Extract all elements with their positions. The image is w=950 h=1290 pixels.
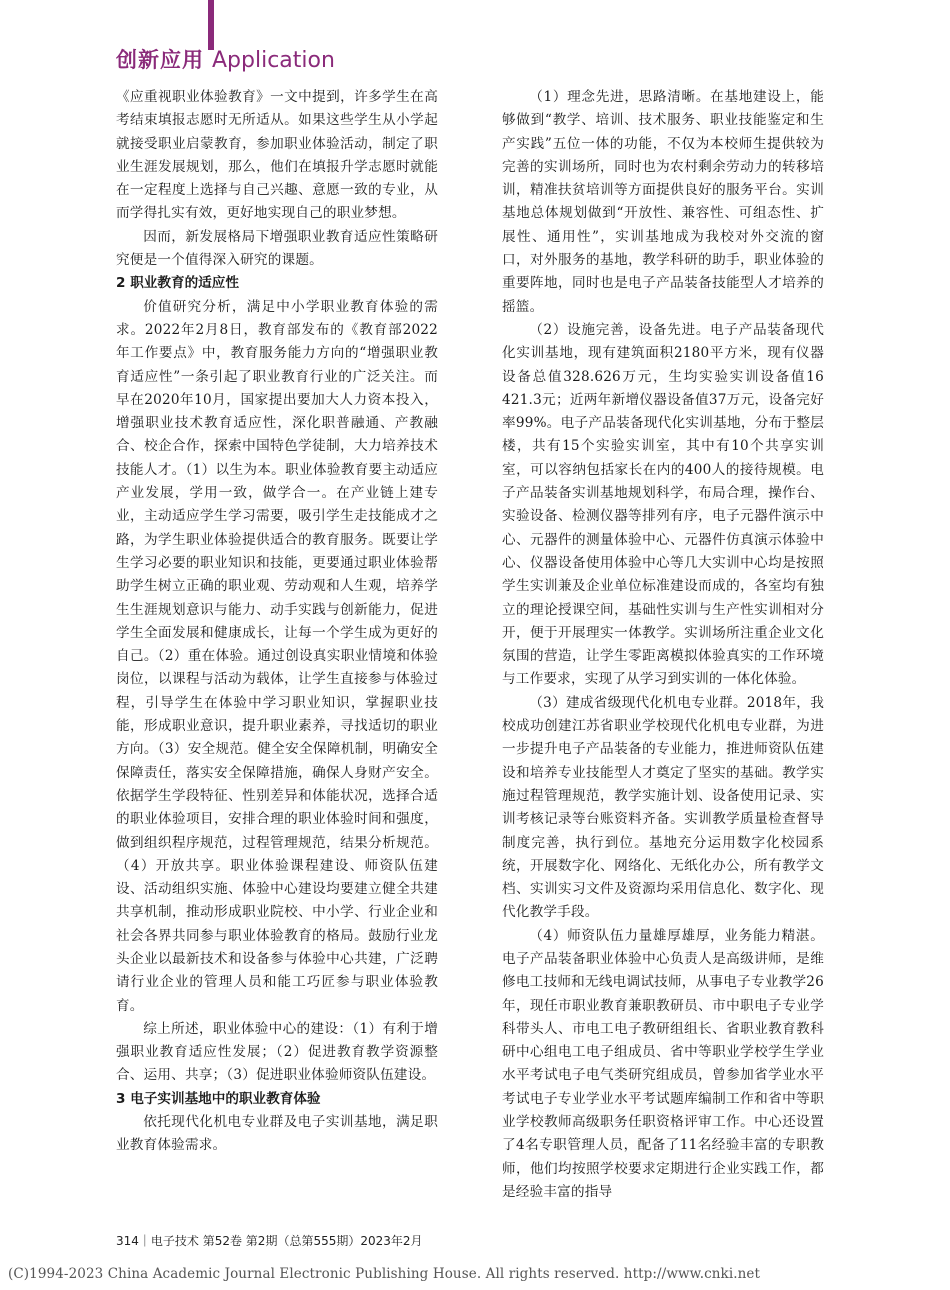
body-paragraph: 因而，新发展格局下增强职业教育适应性策略研究便是一个值得深入研究的课题。 xyxy=(116,228,438,269)
right-text-column xyxy=(502,86,824,1204)
section-heading: 2 职业教育的适应性 xyxy=(116,275,239,292)
section-title-en: Application xyxy=(212,48,335,73)
body-paragraph: （2）设施完善，设备先进。电子产品装备现代化实训基地，现有建筑面积2180平方米，现有仪器设备总值328.626万元，生均实验实训设备值16 421.3元；近两年新增仪器设备值37万元，设备完好率99%。电子产品装备现代化实训基地，分布于整层楼，共有15个实验实训室，其中有10个共享实训室，可以容纳包括家长在内的400人的接待规模。电子产品装备实训基地规划科学，布局合理，操作台、实验设备、检测仪器等排列有序，电子元器件演示中心、元器件的测量体验中心、元器件仿真演示体验中心、仪器设备使用体验中心等几大实训中心均是按照学生实训兼及企业单位标准建设而成的，各室均有独立的理论授课空间，基础性实训与生产性实训相对分开，便于开展理实一体教学。实训场所注重企业文化氛围的营造，让学生零距离模拟体验真实的工作环境与工作要求，实现了从学习到实训的一体化体验。 xyxy=(502,321,824,688)
body-paragraph: 《应重视职业体验教育》一文中提到，许多学生在高考结束填报志愿时无所适从。如果这些学生从小学起就接受职业启蒙教育，参加职业体验活动，制定了职业生涯发展规划，那么，他们在填报升学志愿时就能在一定程度上选择与自己兴趣、意愿一致的专业，从而学得扎实有效，更好地实现自己的职业梦想。 xyxy=(116,89,438,222)
body-paragraph: （3）建成省级现代化机电专业群。2018年，我校成功创建江苏省职业学校现代化机电专业群，为进一步提升电子产品装备的专业能力，推进师资队伍建设和培养专业技能型人才奠定了坚实的基础。教学实施过程管理规范，教学实施计划、设备使用记录、实训考核记录等台账资料齐备。实训教学质量检查督导制度完善，执行到位。基地充分运用数字化校园系统，开展数字化、网络化、无纸化办公，所有教学文档、实训实习文件及资源均采用信息化、数字化、现代化教学手段。 xyxy=(502,694,824,921)
body-paragraph: 价值研究分析，满足中小学职业教育体验的需求。2022年2月8日，教育部发布的《教育部2022年工作要点》中，教育服务能力方向的“增强职业教育适应性”一条引起了职业教育行业的广泛关注。而早在2020年10月，国家提出要加大人力资本投入，增强职业技术教育适应性，深化职普融通、产教融合、校企合作，探索中国特色学徒制，大力培养技术技能人才。（1）以生为本。职业体验教育要主动适应产业发展，学用一致，做学合一。在产业链上建专业，主动适应学生学习需要，吸引学生走技能成才之路，为学生职业体验提供适合的教育服务。既要让学生学习必要的职业知识和技能，更要通过职业体验帮助学生树立正确的职业观、劳动观和人生观，培养学生生涯规划意识与能力、动手实践与创新能力，促进学生全面发展和健康成长，让每一个学生成为更好的自己。（2）重在体验。通过创设真实职业情境和体验岗位，以课程与活动为载体，让学生直接参与体验过程，引导学生在体验中学习职业知识，掌握职业技能，形成职业意识，提升职业素养，寻找适切的职业方向。（3）安全规范。健全安全保障机制，明确安全保障责任，落实安全保障措施，确保人身财产安全。依据学生学段特征、性别差异和体能状况，选择合适的职业体验项目，安排合理的职业体验时间和强度，做到组织程序规范，过程管理规范，结果分析规范。（4）开放共享。职业体验课程建设、师资队伍建设、活动组织实施、体验中心建设均要建立健全共建共享机制，推动形成职业院校、中小学、行业企业和社会各界共同参与职业体验教育的格局。鼓励行业龙头企业以最新技术和设备参与体验中心共建，广泛聘请行业企业的管理人员和能工巧匠参与职业体验教育。 xyxy=(116,298,438,1014)
body-paragraph: 综上所述，职业体验中心的建设：（1）有利于增强职业教育适应性发展；（2）促进教育教学资源整合、运用、共享；（3）促进职业体验师资队伍建设。 xyxy=(116,1020,438,1084)
section-heading: 3 电子实训基地中的职业教育体验 xyxy=(116,1090,321,1107)
section-header xyxy=(116,44,335,76)
body-paragraph: 依托现代化机电专业群及电子实训基地，满足职业教育体验需求。 xyxy=(116,1114,438,1154)
left-text-column xyxy=(116,86,438,1158)
section-title-cn: 创新应用 xyxy=(116,48,204,72)
body-paragraph: （4）师资队伍力量雄厚雄厚，业务能力精湛。电子产品装备职业体验中心负责人是高级讲师，是维修电工技师和无线电调试技师，从事电子专业教学26年，现任市职业教育兼职教研员、市中职电子专业学科带头人、市电工电子教研组组长、省职业教育教科研中心组电工电子组成员、省中等职业学校学生学业水平考试电子电气类研究组成员，曾参加省学业水平考试电子专业学业水平考试题库编制工作和省中等职业学校教师高级职务任职资格评审工作。中心还设置了4名专职管理人员，配备了11名经验丰富的专职教师，他们均按照学校要求定期进行企业实践工作，都是经验丰富的指导 xyxy=(502,927,824,1200)
copyright-notice: (C)1994-2023 China Academic Journal Electronic Publishing House. All rights reserved. http://www.cnki.net xyxy=(8,1266,761,1282)
page-footer: 314｜电子技术 第52卷 第2期（总第555期）2023年2月 xyxy=(116,1234,423,1248)
body-paragraph: （1）理念先进，思路清晰。在基地建设上，能够做到“教学、培训、技术服务、职业技能鉴定和生产实践”五位一体的功能，不仅为本校师生提供较为完善的实训场所，同时也为农村剩余劳动力的转移培训，精准扶贫培训等方面提供良好的服务平台。实训基地总体规划做到“开放性、兼容性、可组态性、扩展性、通用性”，实训基地成为我校对外交流的窗口，对外服务的基地，教学科研的助手，职业体验的重要阵地，同时也是电子产品装备技能型人才培养的摇篮。 xyxy=(502,89,824,315)
header-accent-bar xyxy=(208,0,214,50)
